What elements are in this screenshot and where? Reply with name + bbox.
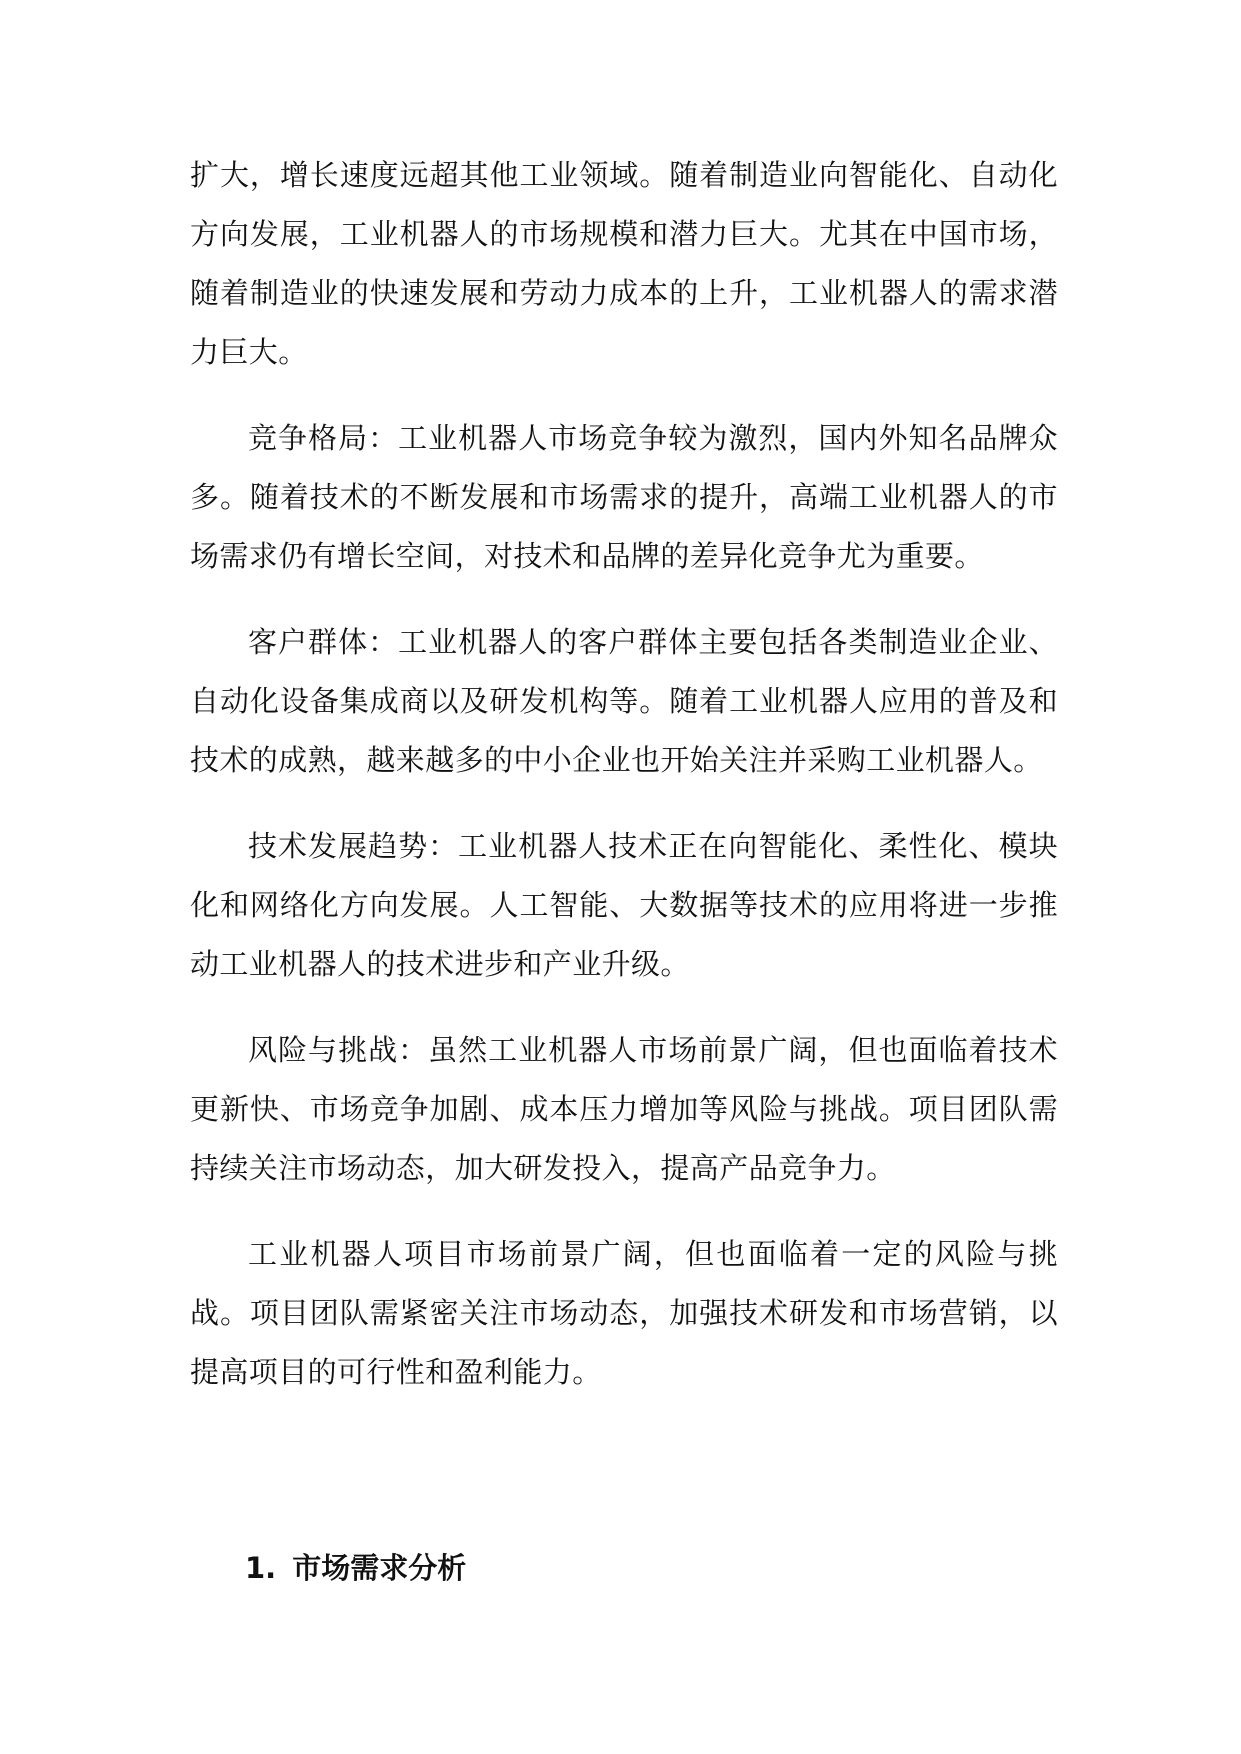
paragraph-competition: 竞争格局：工业机器人市场竞争较为激烈，国内外知名品牌众多。随着技术的不断发展和市场需求的提升，高端工业机器人的市场需求仍有增长空间，对技术和品牌的差异化竞争尤为重要。 — [190, 421, 1058, 573]
paragraph-summary: 工业机器人项目市场前景广阔，但也面临着一定的风险与挑战。项目团队需紧密关注市场动态，加强技术研发和市场营销，以提高项目的可行性和盈利能力。 — [190, 1237, 1058, 1389]
section-heading — [245, 1548, 466, 1588]
paragraph-continued: 扩大，增长速度远超其他工业领域。随着制造业向智能化、自动化方向发展，工业机器人的市场规模和潜力巨大。尤其在中国市场，随着制造业的快速发展和劳动力成本的上升，工业机器人的需求潜力巨大。 — [190, 158, 1058, 369]
section-title: 市场需求分析 — [292, 1551, 467, 1585]
document-body — [190, 146, 1058, 1429]
paragraph-risks: 风险与挑战：虽然工业机器人市场前景广阔，但也面临着技术更新快、市场竞争加剧、成本压力增加等风险与挑战。项目团队需持续关注市场动态，加大研发投入，提高产品竞争力。 — [190, 1033, 1058, 1185]
paragraph-tech-trends: 技术发展趋势：工业机器人技术正在向智能化、柔性化、模块化和网络化方向发展。人工智能、大数据等技术的应用将进一步推动工业机器人的技术进步和产业升级。 — [190, 829, 1058, 981]
section-number: 1. — [245, 1551, 277, 1585]
paragraph-customers: 客户群体：工业机器人的客户群体主要包括各类制造业企业、自动化设备集成商以及研发机构等。随着工业机器人应用的普及和技术的成熟，越来越多的中小企业也开始关注并采购工业机器人。 — [190, 625, 1058, 777]
